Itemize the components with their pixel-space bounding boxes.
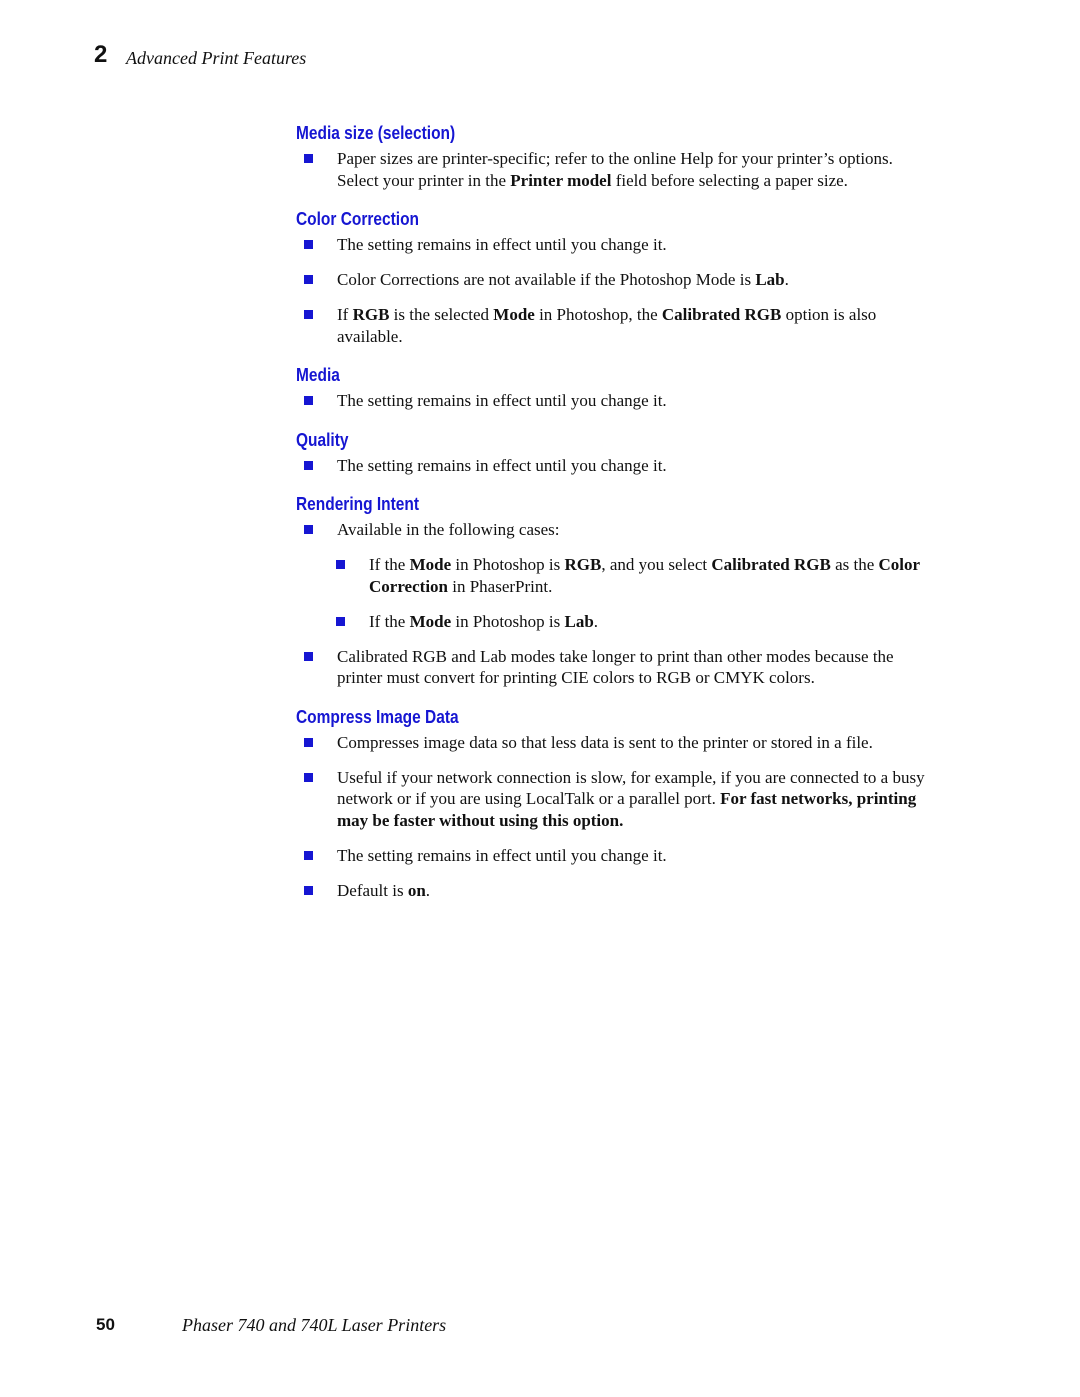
list-item: Compresses image data so that less data is sent to the printer or stored in a file. [296,732,936,754]
list-item: If RGB is the selected Mode in Photoshop, the Calibrated RGB option is also available. [296,304,936,347]
list-item: Default is on. [296,880,936,902]
sub-list-item: If the Mode in Photoshop is Lab. [296,611,936,633]
section-heading: Color Correction [296,209,419,229]
square-bullet-icon [304,773,313,782]
square-bullet-icon [304,851,313,860]
square-bullet-icon [304,652,313,661]
square-bullet-icon [336,617,345,626]
sub-list-item: If the Mode in Photoshop is RGB, and you select Calibrated RGB as the Color Correction in PhaserPrint. [296,554,936,597]
page-number: 50 [96,1315,115,1334]
list-item: The setting remains in effect until you change it. [296,455,936,477]
section-color-correction [296,207,936,347]
section-rendering-intent [296,492,936,689]
list-item: The setting remains in effect until you change it. [296,390,936,412]
section-media-size [296,121,936,191]
list-item: Useful if your network connection is slow, for example, if you are connected to a busy network or if you are using LocalTalk or a parallel port. For fast networks, printing may be faster without using this option. [296,767,936,832]
square-bullet-icon [336,560,345,569]
list-item: Calibrated RGB and Lab modes take longer to print than other modes because the printer must convert for printing CIE colors to RGB or CMYK colors. [296,646,936,689]
list-item: The setting remains in effect until you change it. [296,234,936,256]
square-bullet-icon [304,310,313,319]
square-bullet-icon [304,240,313,249]
list-item: Paper sizes are printer-specific; refer to the online Help for your printer’s options. Select your printer in the Printer model field before selecting a paper size. [296,148,936,191]
square-bullet-icon [304,886,313,895]
page-content [296,121,936,917]
section-heading: Media size (selection) [296,123,456,143]
section-quality [296,428,936,477]
square-bullet-icon [304,525,313,534]
section-media [296,363,936,412]
section-compress-image-data [296,705,936,902]
square-bullet-icon [304,461,313,470]
list-item: Color Corrections are not available if the Photoshop Mode is Lab. [296,269,936,291]
square-bullet-icon [304,275,313,284]
section-heading: Media [296,365,340,385]
list-item: Available in the following cases: [296,519,936,541]
chapter-number: 2 [94,41,108,68]
section-heading: Rendering Intent [296,494,419,514]
square-bullet-icon [304,738,313,747]
square-bullet-icon [304,154,313,163]
footer-book-title: Phaser 740 and 740L Laser Printers [182,1315,447,1335]
section-heading: Quality [296,429,349,450]
square-bullet-icon [304,396,313,405]
list-item: The setting remains in effect until you change it. [296,845,936,867]
section-heading: Compress Image Data [296,706,459,727]
chapter-title: Advanced Print Features [126,48,307,68]
